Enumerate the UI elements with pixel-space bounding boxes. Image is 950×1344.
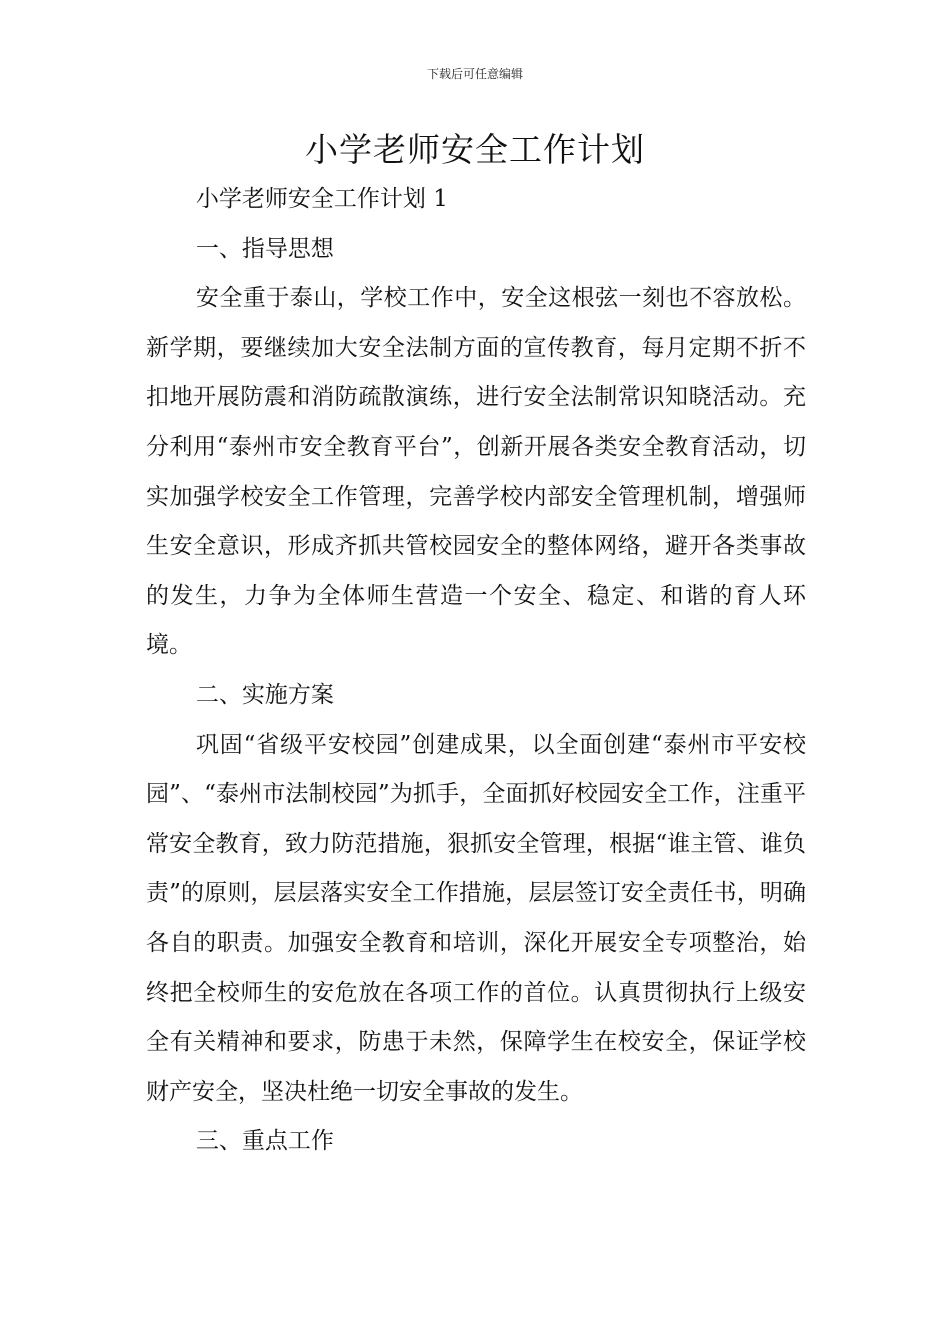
section-heading-1: 一、指导思想	[195, 235, 334, 262]
document-title: 小学老师安全工作计划	[305, 130, 645, 169]
section-heading-2: 二、实施方案	[195, 681, 334, 708]
section-paragraph-2: 巩固“省级平安校园”创建成果，以全面创建“泰州市平安校园”、“泰州市法制校园”为抓手，全面抓好校园安全工作，注重平常安全教育，致力防范措施，狠抓安全管理，根据“谁主管、谁负责”的原则，层层落实安全工作措施，层层签订安全责任书，明确各自的职责。加强安全教育和培训，深化开展安全专项整治，始终把全校师生的安危放在各项工作的首位。认真贯彻执行上级安全有关精神和要求，防患于未然，保障学生在校安全，保证学校财产安全，坚决杜绝一切安全事故的发生。	[146, 731, 806, 1105]
document-subtitle: 小学老师安全工作计划 1	[195, 186, 448, 212]
header-note: 下载后可任意编辑	[426, 67, 523, 81]
document-body	[146, 175, 806, 1167]
section-paragraph-1: 安全重于泰山，学校工作中，安全这根弦一刻也不容放松。新学期，要继续加大安全法制方面的宣传教育，每月定期不折不扣地开展防震和消防疏散演练，进行安全法制常识知晓活动。充分利用“泰州市安全教育平台”，创新开展各类安全教育活动，切实加强学校安全工作管理，完善学校内部安全管理机制，增强师生安全意识，形成齐抓共管校园安全的整体网络，避开各类事故的发生，力争为全体师生营造一个安全、稳定、和谐的育人环境。	[146, 285, 806, 659]
section-heading-3: 三、重点工作	[195, 1128, 334, 1155]
